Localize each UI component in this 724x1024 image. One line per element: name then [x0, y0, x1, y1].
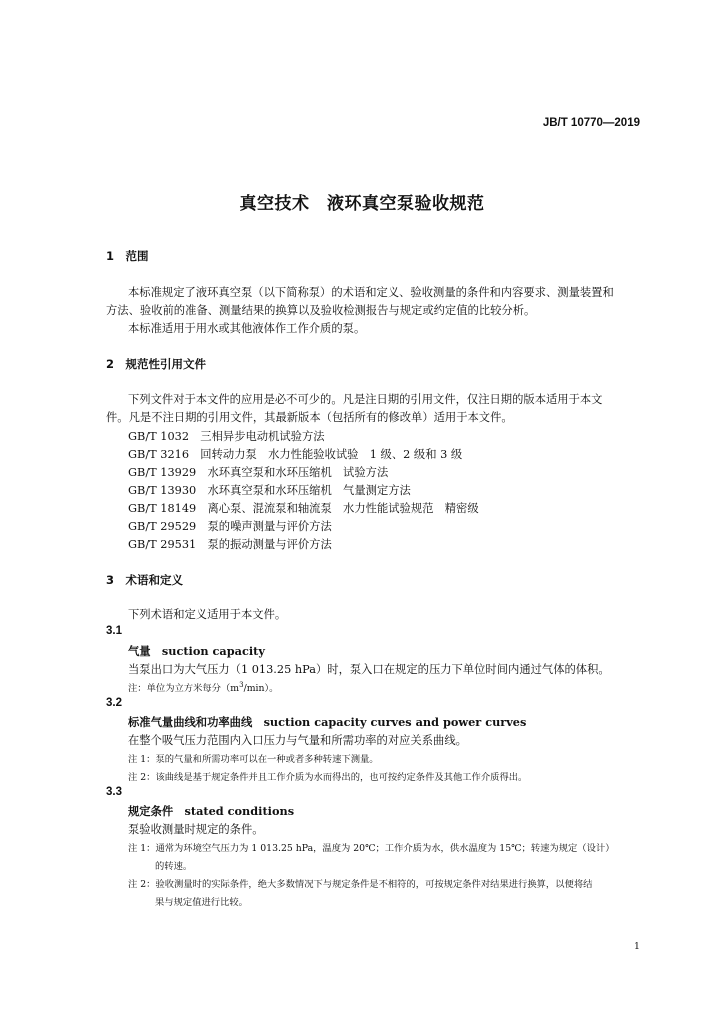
reference-item: GB/T 29531 泵的振动测量与评价方法 [128, 538, 332, 551]
section-1-paragraph-2: 本标准适用于用水或其他液体作工作介质的泵。 [128, 322, 366, 335]
note-3-2-2: 注 2：该曲线是基于规定条件并且工作介质为水而得出的，也可按约定条件及其他工作介质得出。 [128, 772, 528, 783]
document-code: JB/T 10770—2019 [542, 117, 640, 129]
clause-number-3-2: 3.2 [106, 697, 122, 709]
reference-item: GB/T 13930 水环真空泵和水环压缩机 气量测定方法 [128, 484, 411, 497]
note-3-3-2-line-1: 注 2：验收测量时的实际条件，绝大多数情况下与规定条件是不相符的，可按规定条件对结果进行换算，以便将结 [128, 879, 593, 890]
note-3-2-1: 注 1：泵的气量和所需功率可以在一种或者多种转速下测量。 [128, 754, 379, 765]
definition-3-2: 在整个吸气压力范围内入口压力与气量和所需功率的对应关系曲线。 [128, 734, 467, 747]
reference-item: GB/T 1032 三相异步电动机试验方法 [128, 430, 325, 443]
clause-number-3-3: 3.3 [106, 786, 122, 798]
definition-3-3: 泵验收测量时规定的条件。 [128, 823, 264, 836]
definition-3-1: 当泵出口为大气压力（1 013.25 hPa）时，泵入口在规定的压力下单位时间内通过气体的体积。 [128, 663, 610, 676]
note-3-1: 注：单位为立方米每分$(m^3/\min)$。 [128, 680, 279, 694]
reference-item: GB/T 29529 泵的噪声测量与评价方法 [128, 520, 332, 533]
page-title: 真空技术 液环真空泵验收规范 [239, 194, 485, 214]
reference-item: GB/T 18149 离心泵、混流泵和轴流泵 水力性能试验规范 精密级 [128, 502, 479, 515]
section-3-heading: 3 术语和定义 [106, 573, 184, 587]
reference-item: GB/T 3216 回转动力泵 水力性能验收试验 1 级、2 级和 3 级 [128, 448, 463, 461]
note-3-3-2-line-2: 果与规定值进行比较。 [155, 897, 248, 908]
section-1-paragraph-1-line-1: 本标准规定了液环真空泵（以下简称泵）的术语和定义、验收测量的条件和内容要求、测量装置和 [128, 286, 614, 299]
section-2-heading: 2 规范性引用文件 [106, 357, 207, 371]
term-3-3: 规定条件 stated conditions [128, 804, 295, 818]
section-2-intro-line-2: 件。凡是不注日期的引用文件，其最新版本（包括所有的修改单）适用于本文件。 [106, 411, 513, 424]
section-1-heading: 1 范围 [106, 249, 149, 263]
reference-item: GB/T 13929 水环真空泵和水环压缩机 试验方法 [128, 466, 389, 479]
term-3-1: 气量 suction capacity [128, 644, 265, 658]
clause-number-3-1: 3.1 [106, 625, 122, 637]
page-number: 1 [634, 941, 640, 952]
note-3-3-1-line-2: 的转速。 [155, 861, 193, 872]
term-3-2: 标准气量曲线和功率曲线 suction capacity curves and power curves [128, 715, 527, 729]
note-3-3-1-line-1: 注 1：通常为环境空气压力为 1 013.25 hPa，温度为 20℃；工作介质为水，供水温度为 15℃；转速为规定（设计） [128, 843, 615, 854]
section-1-paragraph-1-line-2: 方法、验收前的准备、测量结果的换算以及验收检测报告与规定或约定值的比较分析。 [106, 304, 536, 317]
section-3-intro: 下列术语和定义适用于本文件。 [128, 608, 287, 621]
section-2-intro-line-1: 下列文件对于本文件的应用是必不可少的。凡是注日期的引用文件，仅注日期的版本适用于本文 [128, 393, 603, 406]
